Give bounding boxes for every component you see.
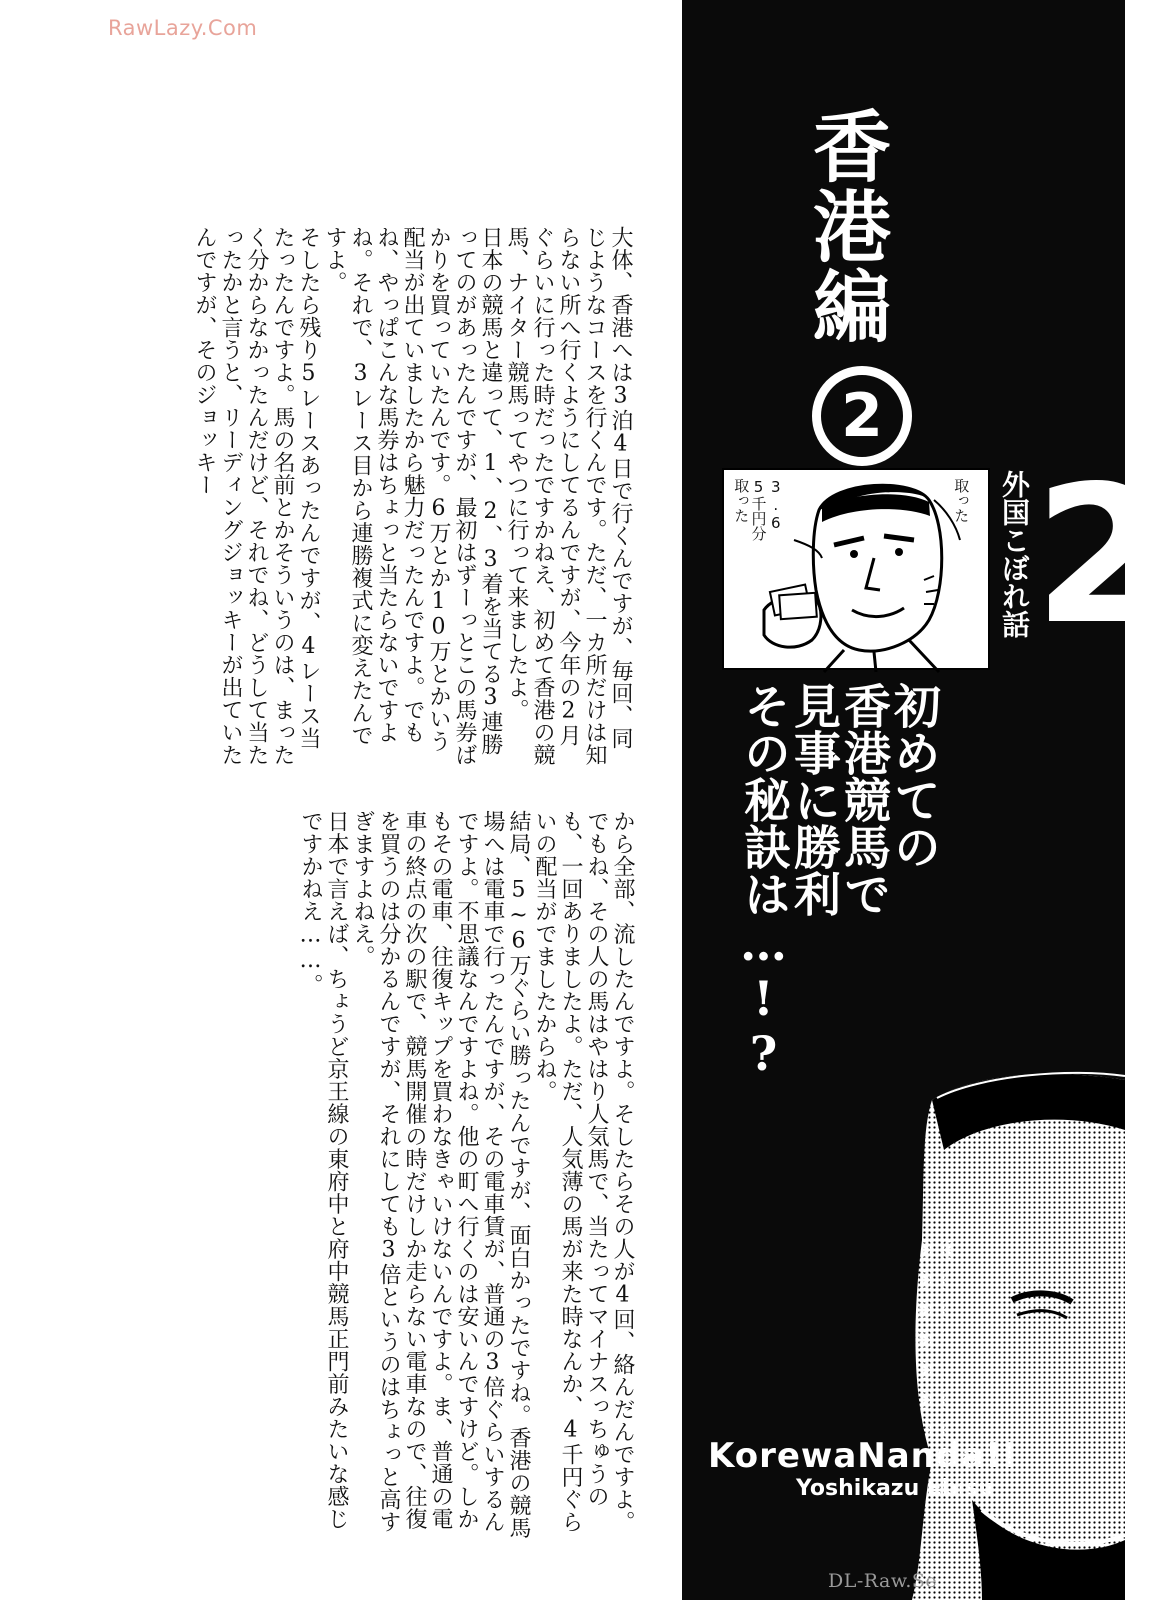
- page-title: 香港編: [800, 106, 890, 346]
- article-paragraph: 日本の競馬と違って、1、2、3着を当てる3連勝ってのがあったんですが、最初はずーっとこの馬券ばかりを買っていたんです。6万とか10万とかいう配当が出ていましたから魅力だったんですよ。でもね、やっぱこんな馬券はちょっと当たらないですよね。それで、3レース目から連勝複式に変えたんですよ。: [322, 226, 503, 766]
- watermark-top: RawLazy.Com: [108, 16, 258, 40]
- cartoon-illustration: [722, 468, 990, 670]
- article-bottom-column: [90, 810, 635, 1540]
- brand-title: KorewaNanda!!: [708, 1436, 1019, 1476]
- series-number: 2: [1034, 445, 1166, 666]
- author-portrait-icon: [682, 1040, 1125, 1600]
- subtitle-line: その秘訣は…!?: [736, 682, 791, 1082]
- title-number: 2: [841, 381, 883, 451]
- article-paragraph: 結局、5~6万ぐらい勝ったんですが、面白かったですね。香港の競馬場へは電車で行ったんですが、その電車賃が、普通の3倍ぐらいするんですよ。不思議なんですよね。他の町へ行くのは安いんですけど。しかもその電車、往復キップを買わなきゃいけないんですよ。ま、普通の電車の終点の次の駅で、競馬開催の時だけしか走らない電車なので、往復を買うのは分かるんですが、それにしても3倍というのはちょっと高すぎますよねえ。: [350, 810, 531, 1539]
- watermark-bottom: DL-Raw.Se: [828, 1570, 938, 1592]
- subtitle-line: 見事に勝利: [786, 682, 841, 917]
- article-paragraph: 日本で言えば、ちょうど京王線の東府中と府中競馬正門前みたいな感じですかねえ……。: [298, 810, 349, 1530]
- cartoon-speech-left: 3.6 5千円分 取った: [732, 478, 785, 541]
- article-subtitle: [736, 682, 941, 1082]
- article-paragraph: でもね、その人の馬はやはり人気馬で、当たってマイナスっちゅうのも、一回ありましたよ。ただ、人気薄の馬が来た時なんか、4千円ぐらいの配当がでましたからね。: [532, 810, 609, 1533]
- article-paragraph: から全部、流したんですよ。そしたらその人が4回、絡んだんですよ。: [610, 810, 635, 1533]
- article-paragraph: そしたら残り5レースあったんですが、4レース当たったんですよ。馬の名前とかそういうのは、まったく分からなかったんだけど、それでね、どうして当たったかと言うと、リーディングジョッキーが出ていたんですが、そのジョッキー: [192, 226, 321, 766]
- article-top-column: [108, 226, 633, 766]
- series-title: 外国こぼれ話: [998, 470, 1031, 638]
- title-number-circle: [812, 366, 912, 466]
- article-paragraph: 大体、香港へは3泊4日で行くんですが、毎回、同じようなコースを行くんです。ただ、一カ所だけは知らない所へ行くようにしてるんですが、今年の2月ぐらいに行った時だったですかねえ、初めて香港の競馬、ナイター競馬ってやつに行って来ましたよ。: [504, 226, 633, 766]
- author-name: Yoshikazu Ebisu: [796, 1476, 994, 1501]
- subtitle-line: 初めての: [886, 682, 941, 870]
- subtitle-line: 香港競馬で: [836, 682, 891, 917]
- cartoon-speech-right: 取った: [952, 478, 971, 523]
